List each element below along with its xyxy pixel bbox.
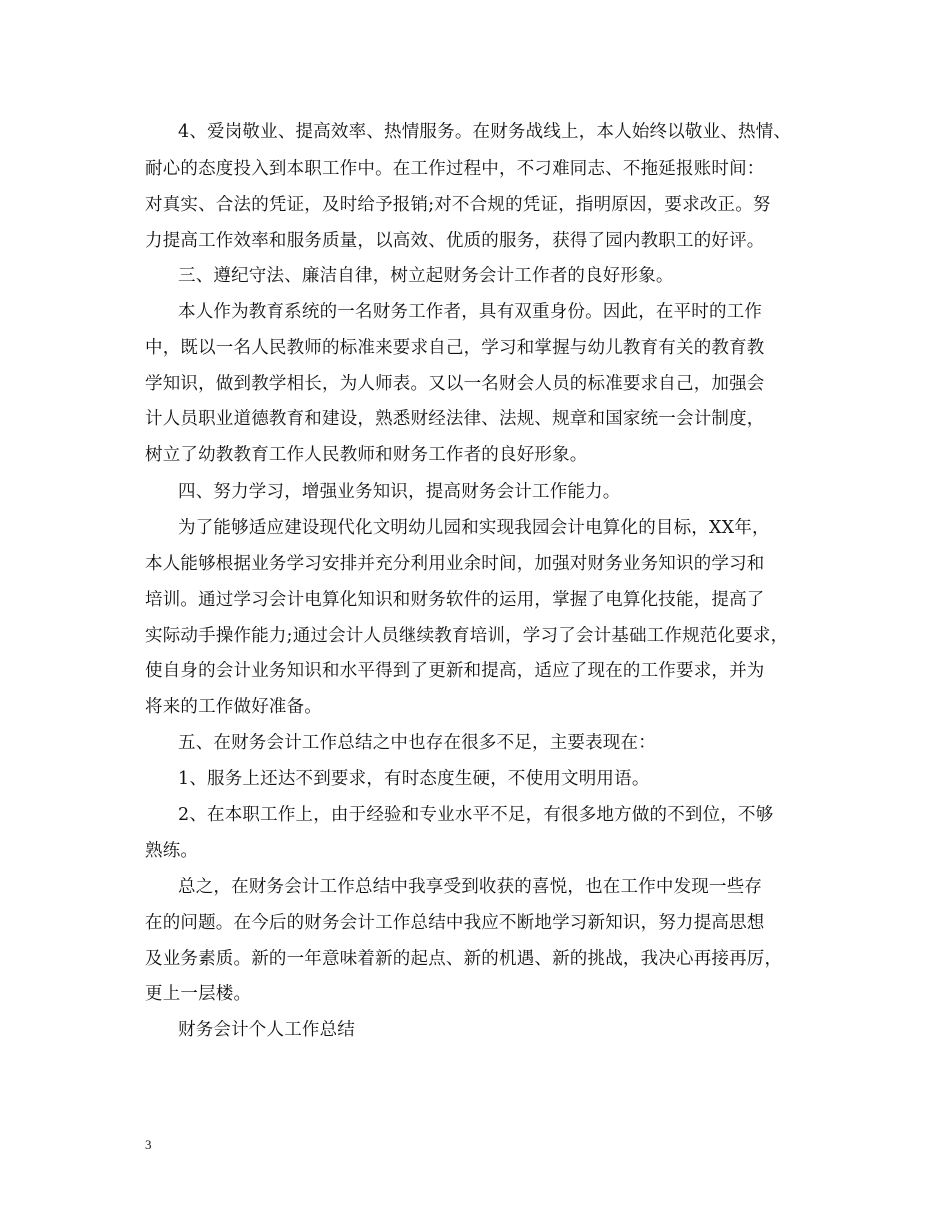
text-line: 4、爱岗敬业、提高效率、热情服务。在财务战线上，本人始终以敬业、热情、: [178, 122, 792, 142]
text-line: 树立了幼教教育工作人民教师和财务工作者的良好形象。: [145, 445, 588, 465]
text-line: 学知识，做到教学相长，为人师表。又以一名财会人员的标准要求自己，加强会: [145, 374, 765, 394]
text-line: 力提高工作效率和服务质量，以高效、优质的服务，获得了园内教职工的好评。: [145, 231, 765, 251]
text-line: 对真实、合法的凭证，及时给予报销;对不合规的凭证，指明原因，要求改正。努: [145, 195, 771, 215]
text-line: 计人员职业道德教育和建设，熟悉财经法律、法规、规章和国家统一会计制度，: [145, 409, 765, 429]
list-item: 2、在本职工作上，由于经验和专业水平不足，有很多地方做的不到位，不够: [178, 805, 774, 825]
text-line: 更上一层楼。: [145, 984, 252, 1004]
text-line: 将来的工作做好准备。: [145, 697, 322, 717]
text-line: 在的问题。在今后的财务会计工作总结中我应不断地学习新知识，努力提高思想: [145, 913, 765, 933]
text-line: 及业务素质。新的一年意味着新的起点、新的机遇、新的挑战，我决心再接再厉，: [145, 949, 783, 969]
section-heading: 三、遵纪守法、廉洁自律，树立起财务会计工作者的良好形象。: [178, 266, 674, 286]
text-line: 为了能够适应建设现代化文明幼儿园和实现我园会计电算化的目标，XX年，: [178, 518, 770, 538]
text-line: 本人能够根据业务学习安排并充分利用业余时间，加强对财务业务知识的学习和: [145, 554, 765, 574]
list-item: 1、服务上还达不到要求，有时态度生硬，不使用文明用语。: [178, 769, 650, 789]
text-line: 使自身的会计业务知识和水平得到了更新和提高，适应了现在的工作要求，并为: [145, 661, 765, 681]
section-heading: 五、在财务会计工作总结之中也存在很多不足，主要表现在：: [178, 733, 656, 753]
text-line: 耐心的态度投入到本职工作中。在工作过程中，不刁难同志、不拖延报账时间：: [145, 159, 765, 179]
text-line: 熟练。: [145, 841, 199, 861]
text-line: 实际动手操作能力;通过会计人员继续教育培训，学习了会计基础工作规范化要求，: [145, 626, 789, 646]
text-line: 总之，在财务会计工作总结中我享受到收获的喜悦，也在工作中发现一些存: [178, 877, 763, 897]
section-heading: 四、努力学习，增强业务知识，提高财务会计工作能力。: [178, 482, 621, 502]
page-number: 3: [145, 1137, 152, 1152]
text-line: 培训。通过学习会计电算化知识和财务软件的运用，掌握了电算化技能，提高了: [145, 590, 765, 610]
text-line: 本人作为教育系统的一名财务工作者，具有双重身份。因此，在平时的工作: [178, 302, 763, 322]
closing-title: 财务会计个人工作总结: [178, 1020, 355, 1040]
text-line: 中，既以一名人民教师的标准来要求自己，学习和掌握与幼儿教育有关的教育教: [145, 338, 765, 358]
